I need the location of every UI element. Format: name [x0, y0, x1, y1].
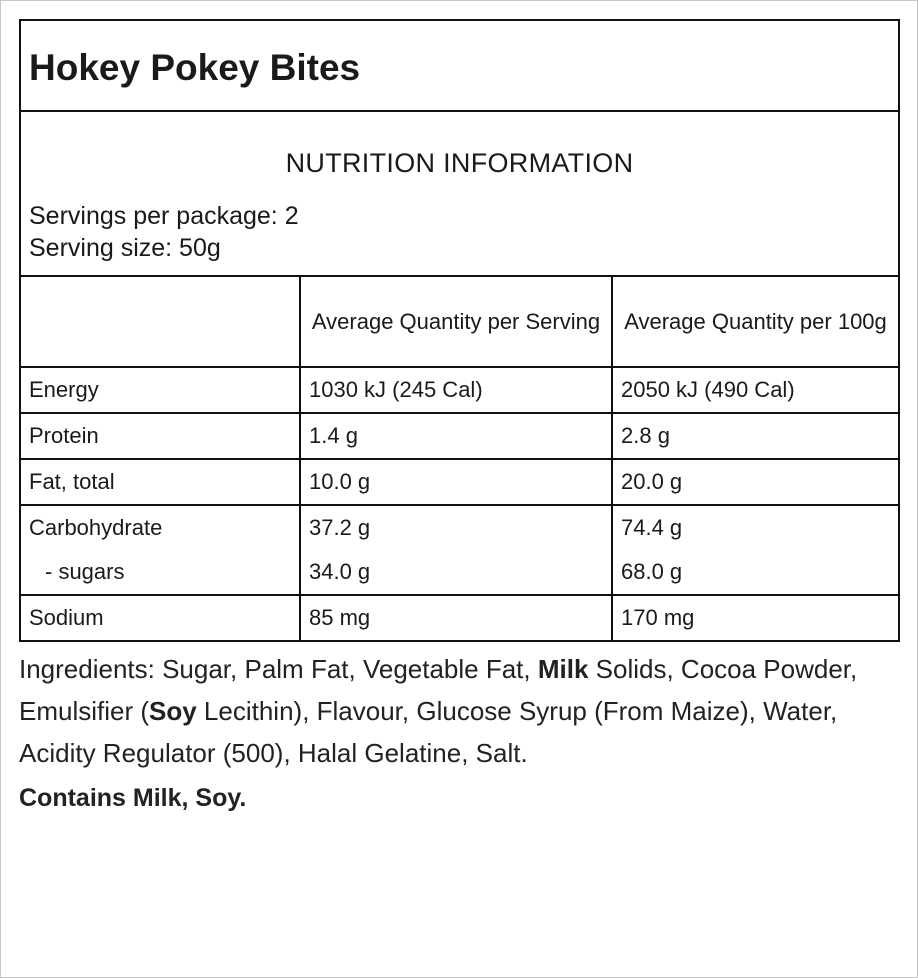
row-label: Protein: [21, 413, 300, 459]
table-row: [21, 505, 898, 550]
row-per-100g: 20.0 g: [612, 459, 898, 505]
table-row: [21, 550, 898, 595]
ingredients-middle: Solids, Cocoa Powder, Emulsifier (: [19, 654, 858, 726]
allergen-statement: Contains Milk, Soy.: [19, 784, 247, 812]
nutrition-info-header: [21, 112, 898, 277]
table-row: [21, 459, 898, 505]
header-cell-blank: [21, 277, 300, 367]
row-per-100g: 74.4 g: [621, 515, 683, 540]
servings-per-package: Servings per package: 2: [29, 202, 299, 230]
row-per-serving: 1.4 g: [300, 413, 612, 459]
serving-size: Serving size: 50g: [29, 234, 221, 262]
ingredients-text: [19, 648, 899, 774]
table-row: [21, 413, 898, 459]
header-cell-per-100g: Average Quantity per 100g: [612, 277, 898, 367]
allergen-milk: Milk: [537, 654, 589, 684]
row-per-100g: 2.8 g: [612, 413, 898, 459]
row-per-100g: 2050 kJ (490 Cal): [612, 367, 898, 413]
row-label: Fat, total: [21, 459, 300, 505]
table-row: [21, 367, 898, 413]
row-per-serving: 10.0 g: [300, 459, 612, 505]
nutrition-panel: [19, 19, 900, 642]
row-label: Carbohydrate: [21, 505, 300, 550]
ingredients-suffix: Lecithin), Flavour, Glucose Syrup (From Maize), Water, Acidity Regulator (500), Halal Gelatine, Salt.: [19, 696, 838, 768]
nutrition-heading: NUTRITION INFORMATION: [285, 148, 634, 178]
row-label: Energy: [21, 367, 300, 413]
table-row: [21, 595, 898, 641]
row-per-serving: 85 mg: [300, 595, 612, 641]
product-title: Hokey Pokey Bites: [21, 21, 898, 112]
row-per-100g: 68.0 g: [612, 550, 898, 595]
row-per-serving: 1030 kJ (245 Cal): [300, 367, 612, 413]
table-header-row: [21, 277, 898, 367]
ingredients-prefix: Ingredients: Sugar, Palm Fat, Vegetable Fat,: [19, 654, 538, 684]
row-per-serving: 34.0 g: [300, 550, 612, 595]
row-label: Sodium: [21, 595, 300, 641]
row-label: - sugars: [21, 550, 300, 595]
allergen-soy: Soy: [149, 696, 197, 726]
row-per-100g: 170 mg: [612, 595, 898, 641]
header-cell-per-serving: Average Quantity per Serving: [300, 277, 612, 367]
row-per-serving: 37.2 g: [300, 505, 612, 550]
nutrition-table: [21, 277, 898, 642]
